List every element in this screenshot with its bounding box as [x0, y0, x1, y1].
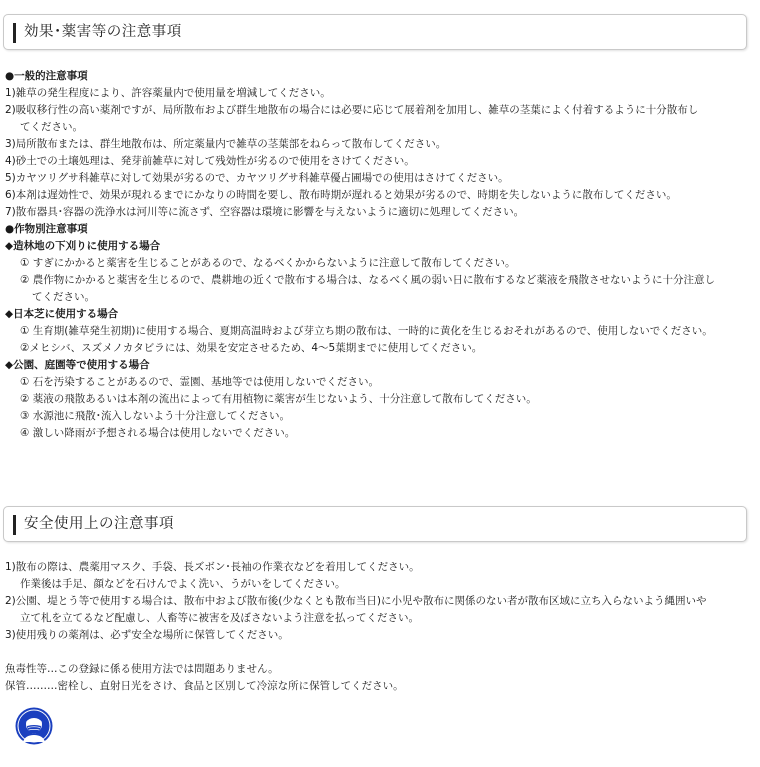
safety-item-3: 3)使用残りの薬剤は、必ず安全な場所に保管してください。: [5, 629, 289, 641]
forest-item-2: ② 農作物にかかると薬害を生じるので、農耕地の近くで散布する場合は、なるべく風の弱い日に散布するなど薬液を飛散させないように十分注意し: [20, 274, 716, 286]
park-item-3: ③ 水源池に飛散･流入しないよう十分注意してください。: [20, 410, 290, 422]
safety-content: [5, 559, 750, 695]
general-item-7: 7)散布器具･容器の洗浄水は河川等に流さず、空容器は環境に影響を与えないように適切に処理してください。: [5, 206, 525, 218]
park-item-4: ④ 激しい降雨が予想される場合は使用しないでください。: [20, 427, 296, 439]
heading-general: ●一般的注意事項: [5, 70, 88, 82]
section-header-safety: [3, 506, 747, 542]
turf-item-1: ① 生育期(雑草発生初期)に使用する場合、夏期高温時および芽立ち期の散布は、一時的に黄化を生じるおそれがあるので、使用しないでください。: [20, 325, 713, 337]
safety-item-2: 2)公園、堤とう等で使用する場合は、散布中および散布後(少なくとも散布当日)に小児や散布に関係のない者が散布区域に立ち入らないよう縄囲いや: [5, 595, 707, 607]
general-item-1: 1)雑草の発生程度により、許容薬量内で使用量を増減してください。: [5, 87, 331, 99]
section-title-effects: 効果･薬害等の注意事項: [24, 24, 182, 40]
safety-item-1: 1)散布の際は、農薬用マスク、手袋、長ズボン･長袖の作業衣などを着用してください。: [5, 561, 420, 573]
effects-content: [5, 68, 750, 442]
safety-item-1-cont: 作業後は手足、顔などを石けんでよく洗い、うがいをしてください。: [20, 578, 346, 590]
header-bar: [13, 23, 16, 43]
fish-toxicity-note: 魚毒性等…この登録に係る使用方法では問題ありません。: [5, 663, 279, 675]
park-item-1: ① 石を汚染することがあるので、霊園、基地等では使用しないでください。: [20, 376, 380, 388]
safety-item-2-cont: 立て札を立てるなど配慮し、人畜等に被害を及ぼさないよう注意を払ってください。: [20, 612, 419, 624]
section-header-effects: [3, 14, 747, 50]
park-item-2: ② 薬液の飛散あるいは本剤の流出によって有用植物に薬害が生じないよう、十分注意して散布してください。: [20, 393, 537, 405]
section-title-safety: 安全使用上の注意事項: [24, 516, 174, 532]
forest-item-2-cont: てください。: [32, 291, 95, 303]
general-item-4: 4)砂土での土壌処理は、発芽前雑草に対して残効性が劣るので使用をさけてください。: [5, 155, 415, 167]
forest-item-1: ① すぎにかかると薬害を生じることがあるので、なるべくかからないように注意して散布してください。: [20, 257, 516, 269]
spacer: [5, 644, 750, 661]
subheading-park: ◆公園、庭園等で使用する場合: [5, 359, 150, 371]
heading-crop: ●作物別注意事項: [5, 223, 88, 235]
header-bar: [13, 515, 16, 535]
mask-wearing-icon: [15, 707, 53, 745]
subheading-turf: ◆日本芝に使用する場合: [5, 308, 119, 320]
subheading-forest: ◆造林地の下刈りに使用する場合: [5, 240, 161, 252]
general-item-3: 3)局所散布または、群生地散布は、所定薬量内で雑草の茎葉部をねらって散布してください。: [5, 138, 447, 150]
general-item-2: 2)吸収移行性の高い薬剤ですが、局所散布および群生地散布の場合には必要に応じて展着剤を加用し、雑草の茎葉によく付着するように十分散布し: [5, 104, 699, 116]
general-item-6: 6)本剤は遅効性で、効果が現れるまでにかなりの時間を要し、散布時期が遅れると効果が劣るので、時期を失しないように散布してください。: [5, 189, 677, 201]
general-item-5: 5)カヤツリグサ科雑草に対して効果が劣るので、カヤツリグサ科雑草優占圃場での使用はさけてください。: [5, 172, 509, 184]
turf-item-2: ②メヒシバ、スズメノカタビラには、効果を安定させるため、4～5葉期までに使用してください。: [20, 342, 483, 354]
storage-note: 保管………密栓し、直射日光をさけ、食品と区別して冷涼な所に保管してください。: [5, 680, 404, 692]
general-item-2-cont: てください。: [20, 121, 83, 133]
